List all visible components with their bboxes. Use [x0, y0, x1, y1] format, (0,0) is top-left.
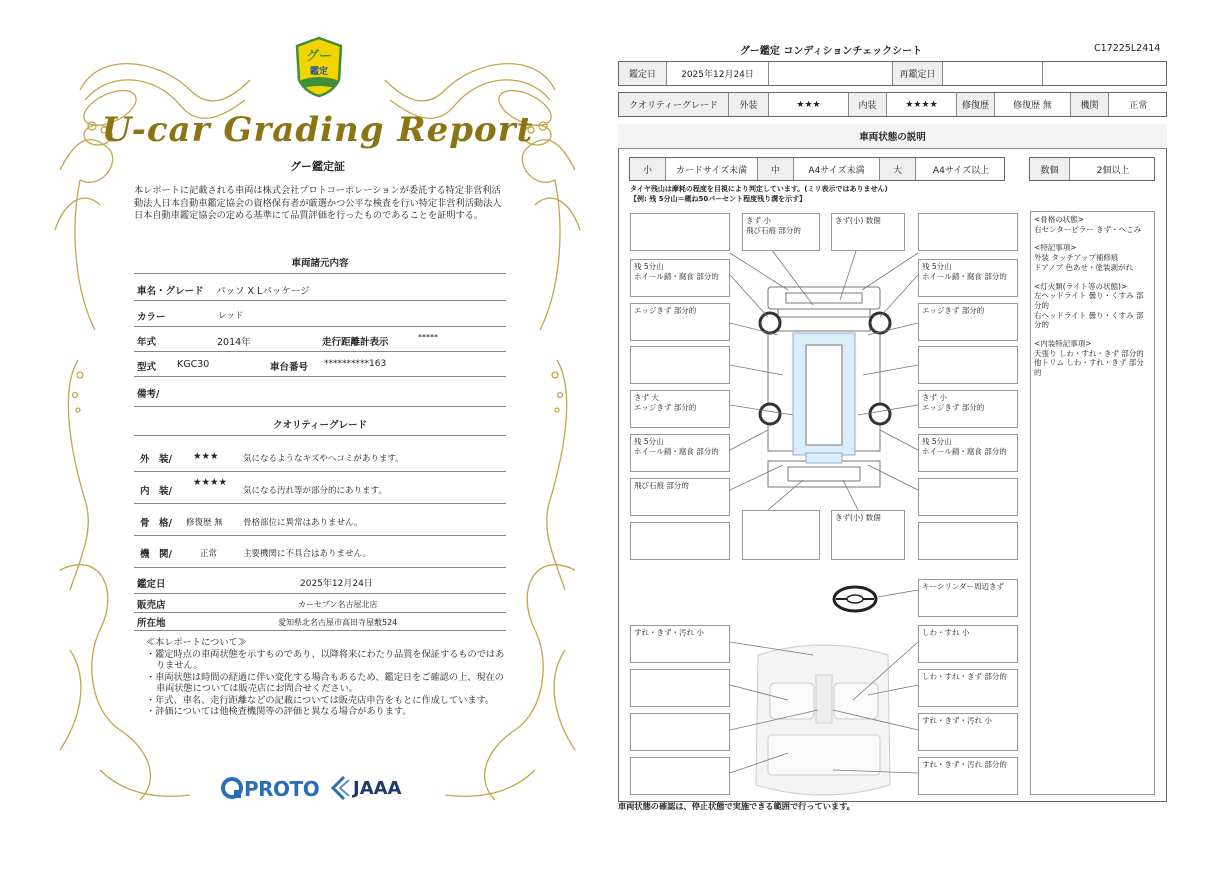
- proto-logo-icon: [220, 776, 244, 800]
- inspection-date-value: 2025年12月24日: [300, 579, 373, 589]
- steering-wheel-icon: [834, 587, 876, 611]
- note-item: ・車両状態は時間の経過に伴い変化する場合もあるため、鑑定日をご確認の上、現在の車両状態については販売店にお問合せください。: [146, 671, 504, 694]
- year-value: 2014年: [217, 337, 251, 348]
- report-notes: [146, 637, 506, 718]
- inspection-date-value: 2025年12月24日: [667, 62, 769, 85]
- damage-box-left-1: 残 5分山 ホイール錆・腐食 部分的: [630, 259, 730, 297]
- divider: [134, 406, 506, 407]
- count-label: 数個: [1030, 158, 1070, 180]
- chassis-value: **********163: [324, 359, 387, 369]
- jaaa-logo-text: JAAA: [353, 778, 402, 799]
- legend-small-value: カードサイズ未満: [666, 158, 758, 180]
- damage-box-top-right: きず(小) 数個: [831, 213, 905, 251]
- damage-box: [742, 510, 820, 560]
- blank-cell: [769, 62, 893, 85]
- grade-interior-label: 内 装/: [140, 486, 172, 497]
- divider: [134, 351, 506, 352]
- interior-heading: <内装特記事項>: [1034, 339, 1092, 349]
- grade-frame-comment: 骨格部位に異常はありません。: [243, 518, 363, 528]
- svg-text:グー: グー: [305, 49, 333, 64]
- tire-note: タイヤ残山は摩耗の程度を目視により判定しています。(ミリ表示ではありません): [630, 185, 888, 193]
- year-label: 年式: [137, 337, 157, 348]
- date-row: [618, 61, 1167, 86]
- interior-box-right-3: すれ・きず・汚れ 小: [918, 713, 1018, 751]
- divider: [134, 435, 506, 436]
- interior-box-right-4: すれ・きず・汚れ 部分的: [918, 757, 1018, 795]
- proto-logo-text: PROTO: [244, 777, 320, 801]
- logo-strip: [220, 774, 420, 802]
- size-legend: [629, 157, 1005, 181]
- spec-heading: 車両諸元内容: [291, 258, 349, 269]
- exterior-rating: ★★★: [769, 93, 849, 116]
- car-exterior-diagram: [768, 287, 880, 487]
- special-note: 外装 タッチアップ補修痕: [1034, 253, 1119, 263]
- car-interior-diagram: [756, 645, 890, 795]
- grade-engine-comment: 主要機関に不具合はありません。: [243, 549, 372, 559]
- damage-box: [918, 213, 1018, 251]
- interior-box: [630, 713, 730, 751]
- mileage-value: *****: [418, 333, 438, 342]
- damage-box: [630, 213, 730, 251]
- svg-text:鑑定: 鑑定: [309, 67, 329, 77]
- divider: [134, 612, 506, 613]
- engine-label: 機関: [1071, 93, 1109, 116]
- grade-engine-rating: 正常: [200, 549, 218, 559]
- key-cylinder-box: キーシリンダー周辺きず: [918, 579, 1018, 617]
- model-label: 型式: [137, 362, 157, 373]
- grade-exterior-label: 外 装/: [140, 454, 172, 465]
- damage-box: [918, 478, 1018, 516]
- frame-note: 右センターピラー きず・へこみ: [1034, 224, 1142, 234]
- grade-interior-comment: 気になる汚れ等が部分的にあります。: [243, 486, 387, 496]
- divider: [134, 535, 506, 536]
- jaaa-logo-icon: [330, 776, 350, 800]
- sheet-title: グー鑑定 コンディションチェックシート: [739, 46, 923, 57]
- damage-box-right-4: きず 小 エッジきず 部分的: [918, 390, 1018, 428]
- divider: [134, 326, 506, 327]
- damage-box: [918, 346, 1018, 384]
- lights-note: 右ヘッドライト 曇り・くすみ 部分的: [1034, 310, 1144, 330]
- damage-box-right-5: 残 5分山 ホイール錆・腐食 部分的: [918, 434, 1018, 472]
- interior-label: 内装: [849, 93, 887, 116]
- grade-exterior-rating: ★★★: [193, 451, 219, 462]
- inspection-date-label: 鑑定日: [137, 579, 166, 590]
- tire-note-example: 【例: 残 5分山＝概ね50パーセント程度残り溝を示す】: [630, 195, 807, 203]
- damage-box-top-center: きず 小 飛び石痕 部分的: [742, 213, 820, 251]
- legend-small-label: 小: [630, 158, 666, 180]
- damage-box-left-5: 残 5分山 ホイール錆・腐食 部分的: [630, 434, 730, 472]
- chassis-label: 車台番号: [270, 362, 309, 373]
- grade-row: [618, 92, 1167, 117]
- repair-history-value: 修復歴 無: [995, 93, 1071, 116]
- address-label: 所在地: [137, 618, 166, 629]
- divider: [134, 300, 506, 301]
- interior-box-right-2: しわ・すれ・きず 部分的: [918, 669, 1018, 707]
- color-label: カラー: [137, 312, 166, 323]
- certificate-subtitle: グー鑑定証: [290, 160, 345, 173]
- certificate-title: U-car Grading Report: [101, 110, 534, 150]
- grade-engine-label: 機 関/: [140, 549, 172, 560]
- note-item: ・評価については他検査機関等の評価と異なる場合があります。: [146, 706, 412, 717]
- shop-label: 販売店: [137, 600, 166, 611]
- reinspection-value: [943, 62, 1043, 85]
- remarks-panel: [1030, 211, 1155, 795]
- car-name-value: パッソ X Lパッケージ: [216, 286, 310, 297]
- special-note: ドアノブ 色あせ・塗装剥がれ: [1034, 262, 1134, 272]
- note-item: ・年式、車名、走行距離などの記載については販売店申告をもとに作成しています。: [146, 694, 495, 706]
- section-title: 車両状態の説明: [618, 124, 1167, 149]
- legend-large-label: 大: [880, 158, 916, 180]
- mileage-label: 走行距離計表示: [322, 337, 389, 348]
- damage-box: [630, 346, 730, 384]
- notes-heading: ≪本レポートについて≫: [146, 637, 247, 648]
- shop-value: カーセブン名古屋北店: [298, 600, 378, 609]
- divider: [134, 630, 506, 631]
- exterior-label: 外装: [729, 93, 769, 116]
- damage-box-right-2: エッジきず 部分的: [918, 303, 1018, 341]
- grade-interior-rating: ★★★★: [193, 477, 228, 488]
- divider: [134, 567, 506, 568]
- color-value: レッド: [218, 311, 244, 321]
- interior-note: 他トリム しわ・すれ・きず 部分的: [1034, 358, 1144, 378]
- certificate-intro: 本レポートに記載される車両は株式会社プロトコーポレーションが委託する特定非営利活動法人日本自動車鑑定協会の資格保有者が厳選かつ公平な検査を行い特定非営利活動法人日本自動車鑑定協会の定める基準にて品質評価を行ったものであることを証明する。: [134, 185, 502, 221]
- interior-box-left-1: すれ・きず・汚れ 小: [630, 625, 730, 663]
- frame-heading: <骨格の状態>: [1034, 215, 1085, 224]
- lights-note: 左ヘッドライト 曇り・くすみ 部分的: [1034, 291, 1144, 310]
- special-heading: <特記事項>: [1034, 243, 1077, 253]
- damage-box-bottom-center: きず(小) 数個: [831, 510, 905, 560]
- interior-box: [630, 669, 730, 707]
- divider: [134, 273, 506, 274]
- legend-medium-value: A4サイズ未満: [794, 158, 880, 180]
- damage-box: [630, 522, 730, 560]
- car-name-label: 車名・グレード: [137, 286, 204, 297]
- note-item: ・鑑定時点の車両状態を示すものであり、以降将来にわたり品質を保証するものではありません。: [146, 648, 505, 671]
- inspection-date-label: 鑑定日: [619, 62, 667, 85]
- grade-frame-rating: 修復歴 無: [186, 518, 223, 528]
- count-legend: [1029, 157, 1155, 181]
- divider: [134, 503, 506, 504]
- legend-medium-label: 中: [758, 158, 794, 180]
- damage-box-left-4: きず 大 エッジきず 部分的: [630, 390, 730, 428]
- grade-exterior-comment: 気になるようなキズやヘコミがあります。: [243, 454, 404, 464]
- address-value: 愛知県北名古屋市高田寺屋敷524: [278, 618, 398, 627]
- quality-grade-label: クオリティーグレード: [619, 93, 729, 116]
- sheet-footnote: 車両状態の確認は、停止状態で実施できる範囲で行っています。: [618, 801, 855, 811]
- interior-box: [630, 757, 730, 795]
- grade-frame-label: 骨 格/: [140, 518, 172, 529]
- lights-heading: <灯火類(ライト等の状態)>: [1034, 281, 1128, 291]
- divider: [134, 593, 506, 594]
- grading-certificate: [40, 30, 595, 820]
- count-value: 2個以上: [1096, 165, 1130, 176]
- legend-large-value: A4サイズ以上: [932, 165, 990, 176]
- damage-box-left-6: 飛び石痕 部分的: [630, 478, 730, 516]
- divider: [134, 376, 506, 377]
- engine-value: 正常: [1129, 101, 1148, 111]
- model-value: KGC30: [177, 359, 210, 370]
- remarks-label: 備考/: [137, 389, 160, 400]
- sheet-id: C17225L2414: [1094, 43, 1161, 54]
- divider: [134, 471, 506, 472]
- grade-heading: クオリティーグレード: [272, 420, 368, 431]
- interior-note: 天張り しわ・すれ・きず 部分的: [1034, 348, 1144, 358]
- interior-box-right-1: しわ・すれ 小: [918, 625, 1018, 663]
- damage-box-right-1: 残 5分山 ホイール錆・腐食 部分的: [918, 259, 1018, 297]
- damage-box: [918, 522, 1018, 560]
- interior-rating: ★★★★: [887, 93, 957, 116]
- damage-box-left-2: エッジきず 部分的: [630, 303, 730, 341]
- goo-kantei-badge-icon: [293, 36, 345, 98]
- reinspection-label: 再鑑定日: [893, 62, 943, 85]
- repair-history-label: 修復歴: [957, 93, 995, 116]
